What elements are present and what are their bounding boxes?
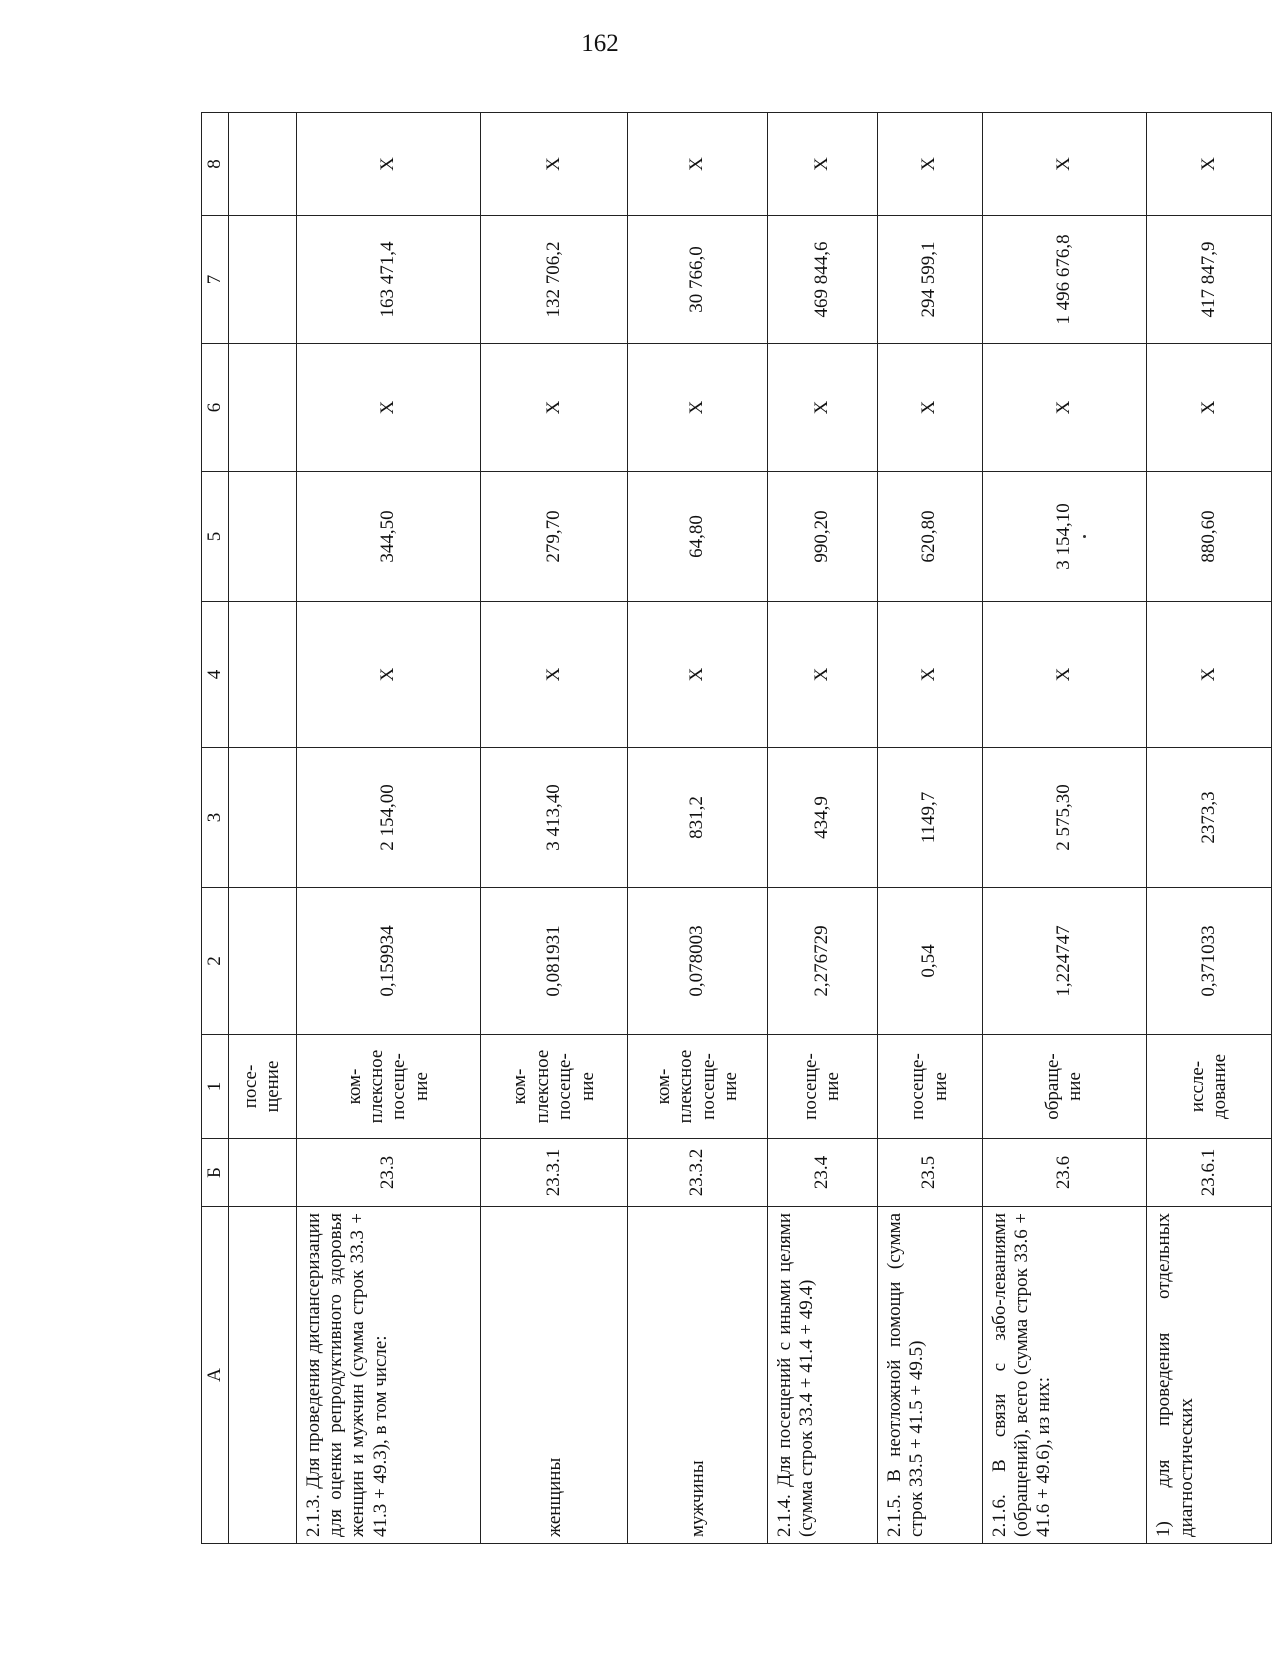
row-unit: ком- плексное посеще- ние <box>628 1035 768 1139</box>
carryover-cell <box>229 602 296 748</box>
column-header-4: 4 <box>202 602 229 748</box>
row-unit: иссле- дование <box>1147 1035 1272 1139</box>
row-unit: посеще- ние <box>877 1035 982 1139</box>
cell-col-6: X <box>877 344 982 472</box>
cell-col-4: X <box>1147 602 1272 748</box>
carryover-cell <box>229 1139 296 1207</box>
cell-col-6: X <box>768 344 878 472</box>
cell-col-5: 344,50 <box>296 472 481 602</box>
table-row <box>1147 113 1272 1544</box>
cell-col-8: X <box>1147 113 1272 216</box>
column-header-b: Б <box>202 1139 229 1207</box>
cell-col-7: 294 599,1 <box>877 216 982 344</box>
column-header-a: А <box>202 1207 229 1544</box>
cell-col-6: X <box>628 344 768 472</box>
column-number-row <box>202 113 229 1544</box>
cell-col-3: 831,2 <box>628 748 768 888</box>
row-description: 2.1.5. В неотложной помощи (сумма строк 33.5 + 41.5 + 49.5) <box>877 1207 982 1544</box>
row-code: 23.6.1 <box>1147 1139 1272 1207</box>
table-row <box>768 113 878 1544</box>
scan-speck <box>1083 535 1086 538</box>
row-unit: ком- плексное посеще- ние <box>296 1035 481 1139</box>
carryover-cell <box>229 344 296 472</box>
cell-col-2: 0,54 <box>877 888 982 1035</box>
row-description: 1) для проведения отдельных диагностических <box>1147 1207 1272 1544</box>
cell-col-7: 30 766,0 <box>628 216 768 344</box>
cell-col-8: X <box>982 113 1147 216</box>
cell-col-4: X <box>296 602 481 748</box>
row-code: 23.6 <box>982 1139 1147 1207</box>
cell-col-2: 0,371033 <box>1147 888 1272 1035</box>
cell-col-7: 469 844,6 <box>768 216 878 344</box>
table-row <box>982 113 1147 1544</box>
cell-col-3: 2 575,30 <box>982 748 1147 888</box>
cell-col-7: 132 706,2 <box>481 216 628 344</box>
row-unit: ком- плексное посеще- ние <box>481 1035 628 1139</box>
column-header-7: 7 <box>202 216 229 344</box>
column-header-6: 6 <box>202 344 229 472</box>
cell-col-5: 64,80 <box>628 472 768 602</box>
cell-col-7: 417 847,9 <box>1147 216 1272 344</box>
cell-col-4: X <box>481 602 628 748</box>
rotated-table-container <box>201 113 1272 1544</box>
carryover-cell <box>229 472 296 602</box>
cell-col-2: 0,078003 <box>628 888 768 1035</box>
column-header-3: 3 <box>202 748 229 888</box>
row-description: 2.1.4. Для посещений с иными целями (сумма строк 33.4 + 41.4 + 49.4) <box>768 1207 878 1544</box>
cell-col-2: 2,276729 <box>768 888 878 1035</box>
row-description: мужчины <box>628 1207 768 1544</box>
carryover-unit: посе- щение <box>229 1035 296 1139</box>
row-code: 23.5 <box>877 1139 982 1207</box>
cell-col-5: 279,70 <box>481 472 628 602</box>
cell-col-8: X <box>628 113 768 216</box>
column-header-8: 8 <box>202 113 229 216</box>
cell-col-4: X <box>768 602 878 748</box>
cell-col-4: X <box>877 602 982 748</box>
cell-col-8: X <box>296 113 481 216</box>
data-table <box>201 112 1272 1544</box>
cell-col-5: 3 154,10 <box>982 472 1147 602</box>
row-description: женщины <box>481 1207 628 1544</box>
cell-col-5: 990,20 <box>768 472 878 602</box>
cell-col-3: 434,9 <box>768 748 878 888</box>
cell-col-2: 0,159934 <box>296 888 481 1035</box>
cell-col-7: 1 496 676,8 <box>982 216 1147 344</box>
carryover-cell <box>229 748 296 888</box>
row-code: 23.3.2 <box>628 1139 768 1207</box>
row-description: 2.1.3. Для проведения диспансеризации для оценки репродуктивного здоровья женщин и мужчин (сумма строк 33.3 + 41.3 + 49.3), в том числе: <box>296 1207 481 1544</box>
cell-col-8: X <box>877 113 982 216</box>
row-unit: обраще- ние <box>982 1035 1147 1139</box>
cell-col-3: 1149,7 <box>877 748 982 888</box>
cell-col-3: 3 413,40 <box>481 748 628 888</box>
carryover-cell <box>229 216 296 344</box>
cell-col-5: 880,60 <box>1147 472 1272 602</box>
carryover-cell <box>229 1207 296 1544</box>
cell-col-3: 2 154,00 <box>296 748 481 888</box>
cell-col-6: X <box>982 344 1147 472</box>
cell-col-6: X <box>481 344 628 472</box>
row-code: 23.3 <box>296 1139 481 1207</box>
column-header-1: 1 <box>202 1035 229 1139</box>
cell-col-4: X <box>982 602 1147 748</box>
row-code: 23.4 <box>768 1139 878 1207</box>
cell-col-3: 2373,3 <box>1147 748 1272 888</box>
carryover-cell <box>229 888 296 1035</box>
cell-col-8: X <box>768 113 878 216</box>
cell-col-6: X <box>296 344 481 472</box>
row-description: 2.1.6. В связи с забо-леваниями (обращений), всего (сумма строк 33.6 + 41.6 + 49.6), из них: <box>982 1207 1147 1544</box>
row-unit: посеще- ние <box>768 1035 878 1139</box>
row-code: 23.3.1 <box>481 1139 628 1207</box>
carryover-cell <box>229 113 296 216</box>
column-header-2: 2 <box>202 888 229 1035</box>
table-row <box>628 113 768 1544</box>
cell-col-2: 1,224747 <box>982 888 1147 1035</box>
page-number: 162 <box>581 30 619 57</box>
table-row <box>481 113 628 1544</box>
cell-col-6: X <box>1147 344 1272 472</box>
cell-col-8: X <box>481 113 628 216</box>
cell-col-5: 620,80 <box>877 472 982 602</box>
table-row <box>877 113 982 1544</box>
table-row <box>296 113 481 1544</box>
table-body <box>229 113 1272 1544</box>
cell-col-4: X <box>628 602 768 748</box>
column-header-5: 5 <box>202 472 229 602</box>
cell-col-7: 163 471,4 <box>296 216 481 344</box>
cell-col-2: 0,081931 <box>481 888 628 1035</box>
carryover-row <box>229 113 296 1544</box>
